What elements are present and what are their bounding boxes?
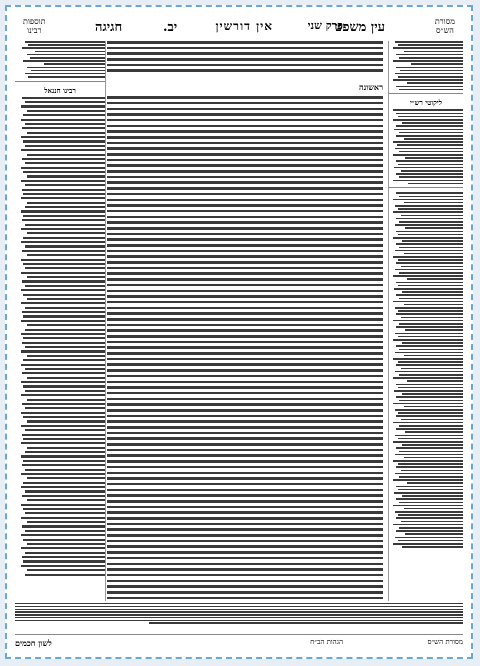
main-text-column — [107, 41, 383, 601]
running-head-chapter-name: אין דורשין — [215, 19, 273, 33]
left-margin-label: רבינו חננאל — [44, 85, 76, 95]
section-head-word: ראשונה — [359, 82, 383, 93]
right-margin-commentary — [389, 109, 463, 184]
commentary-top-block — [107, 41, 383, 72]
folio-number: יב. — [163, 20, 178, 35]
footer-right-label: מסורת הש״ס — [427, 638, 463, 646]
running-head — [15, 17, 463, 39]
footer-center-label: הגהות הב״ח — [310, 638, 343, 646]
running-head-chapter: פרק שני — [307, 19, 343, 32]
running-head-section-title: עין משפט — [334, 20, 385, 35]
left-margin-column — [15, 41, 106, 601]
left-margin-top-block — [15, 41, 105, 78]
bottom-commentary-strip — [15, 603, 463, 625]
running-head-right-note: מסורת הש״ס — [434, 17, 455, 35]
footer-left-label: לשון חכמים — [15, 638, 52, 648]
right-margin-column — [388, 41, 463, 601]
page-footer — [15, 634, 463, 651]
running-head-left-note: תוספות רבינו — [23, 17, 46, 35]
right-margin-notes — [389, 192, 463, 547]
left-margin-commentary — [15, 97, 105, 576]
right-margin-label: ליקוטי רש״י — [409, 98, 443, 108]
running-head-tractate: חגיגה — [95, 20, 123, 35]
gemara-text-block — [107, 96, 383, 601]
talmud-page — [5, 5, 473, 659]
right-margin-text-block — [389, 41, 463, 90]
